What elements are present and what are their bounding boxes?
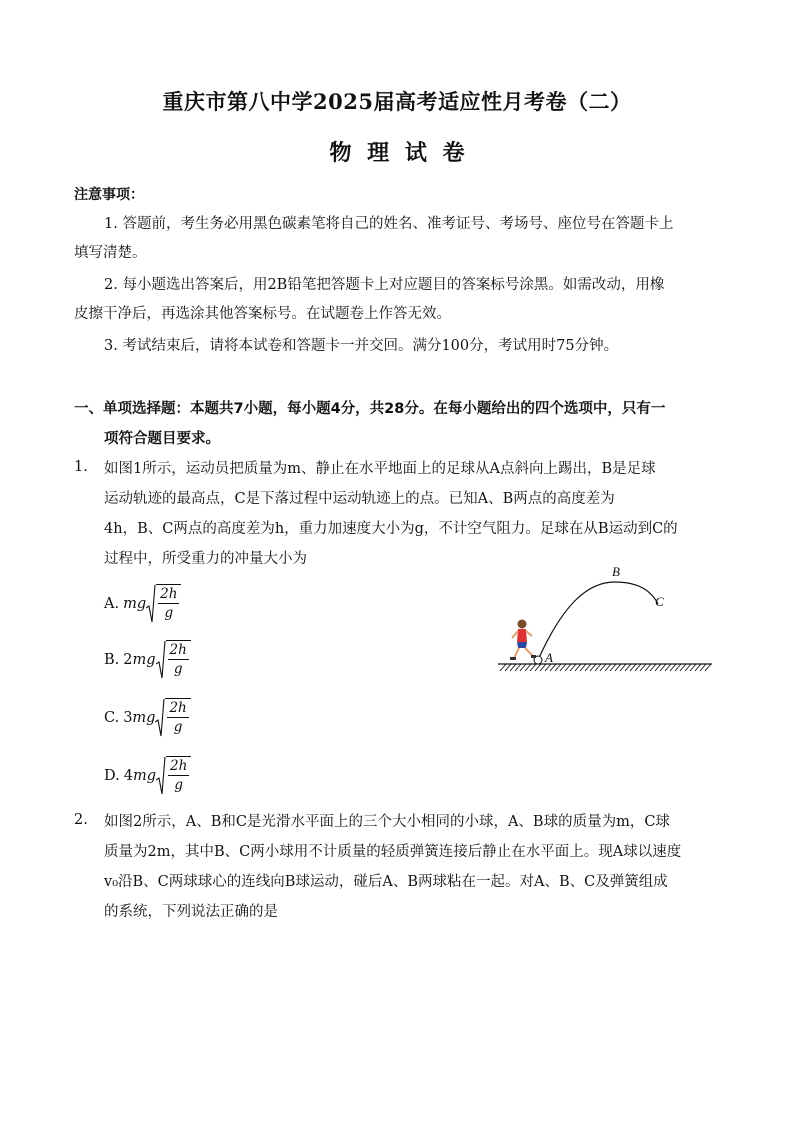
- notice-item-3: 3. 考试结束后，请将本试卷和答题卡一并交回。满分100分，考试用时75分钟。: [104, 338, 619, 354]
- option-coefficient: 3: [123, 710, 133, 726]
- exam-title: 重庆市第八中学2025届高考适应性月考卷（二）: [162, 89, 632, 114]
- question-1-option-b[interactable]: [104, 640, 191, 680]
- question-2-line-1: 如图2所示，A、B和C是光滑水平面上的三个大小相同的小球，A、B球的质量为m，C球: [104, 814, 670, 830]
- option-numerator: 2h: [160, 586, 178, 602]
- option-label: A.: [104, 596, 120, 612]
- option-mg: mg: [123, 596, 147, 612]
- sqrt-icon: [156, 756, 191, 796]
- trajectory-curve: [538, 582, 658, 660]
- option-label: C.: [104, 710, 120, 726]
- section-1-heading-cont: 项符合题目要求。: [104, 431, 220, 447]
- option-denominator: g: [174, 777, 183, 793]
- question-1-number: 1.: [74, 459, 88, 475]
- option-label: B.: [104, 652, 120, 668]
- option-denominator: g: [164, 605, 174, 621]
- option-numerator: 2h: [170, 758, 188, 774]
- question-1-option-a[interactable]: [104, 584, 181, 624]
- option-coefficient: 2: [123, 652, 133, 668]
- option-denominator: g: [173, 661, 183, 677]
- option-coefficient: 4: [123, 768, 133, 784]
- option-mg: mg: [132, 710, 156, 726]
- question-1-option-d[interactable]: [104, 756, 191, 796]
- option-denominator: g: [173, 719, 183, 735]
- question-1-line-4: 过程中，所受重力的冲量大小为: [104, 551, 307, 567]
- question-1-line-3: 4h，B、C两点的高度差为h，重力加速度大小为g，不计空气阻力。足球在从B运动到C的: [104, 521, 678, 537]
- notice-item-2-cont: 皮擦干净后，再选涂其他答案标号。在试题卷上作答无效。: [74, 306, 451, 322]
- question-2-line-3: v₀沿B、C两球球心的连线向B球运动，碰后A、B两球粘在一起。对A、B、C及弹簧组成: [104, 874, 668, 890]
- label-b: B: [612, 564, 620, 579]
- notice-item-2: 2. 每小题选出答案后，用2B铅笔把答题卡上对应题目的答案标号涂黑。如需改动，用橡: [104, 277, 665, 293]
- option-mg: mg: [132, 768, 156, 784]
- subject-title: 物 理 试 卷: [329, 140, 465, 166]
- sqrt-icon: [156, 640, 191, 680]
- label-c: C: [655, 594, 664, 609]
- sqrt-icon: [146, 584, 181, 624]
- notice-item-1-cont: 填写清楚。: [74, 245, 147, 261]
- question-1-line-1: 如图1所示，运动员把质量为m、静止在水平地面上的足球从A点斜向上踢出，B是足球: [104, 461, 656, 477]
- notice-heading: 注意事项：: [74, 187, 144, 203]
- question-1-option-c[interactable]: [104, 698, 191, 738]
- option-numerator: 2h: [169, 642, 187, 658]
- figure-1-trajectory: [490, 560, 720, 680]
- question-2-number: 2.: [74, 812, 88, 828]
- question-2-line-4: 的系统，下列说法正确的是: [104, 904, 278, 920]
- label-a: A: [545, 650, 553, 665]
- question-1-line-2: 运动轨迹的最高点，C是下落过程中运动轨迹上的点。已知A、B两点的高度差为: [104, 491, 615, 507]
- option-mg: mg: [132, 652, 156, 668]
- option-numerator: 2h: [169, 700, 187, 716]
- notice-item-1: 1. 答题前，考生务必用黑色碳素笔将自己的姓名、准考证号、考场号、座位号在答题卡上: [104, 216, 674, 232]
- ground-hatching: [500, 664, 711, 671]
- question-2-line-2: 质量为2m，其中B、C两小球用不计质量的轻质弹簧连接后静止在水平面上。现A球以速度: [104, 844, 682, 860]
- sqrt-icon: [155, 698, 190, 738]
- athlete-icon: [510, 620, 536, 661]
- section-1-heading: 一、单项选择题：本题共7小题，每小题4分，共28分。在每小题给出的四个选项中，只有一: [74, 401, 666, 417]
- option-label: D.: [104, 768, 120, 784]
